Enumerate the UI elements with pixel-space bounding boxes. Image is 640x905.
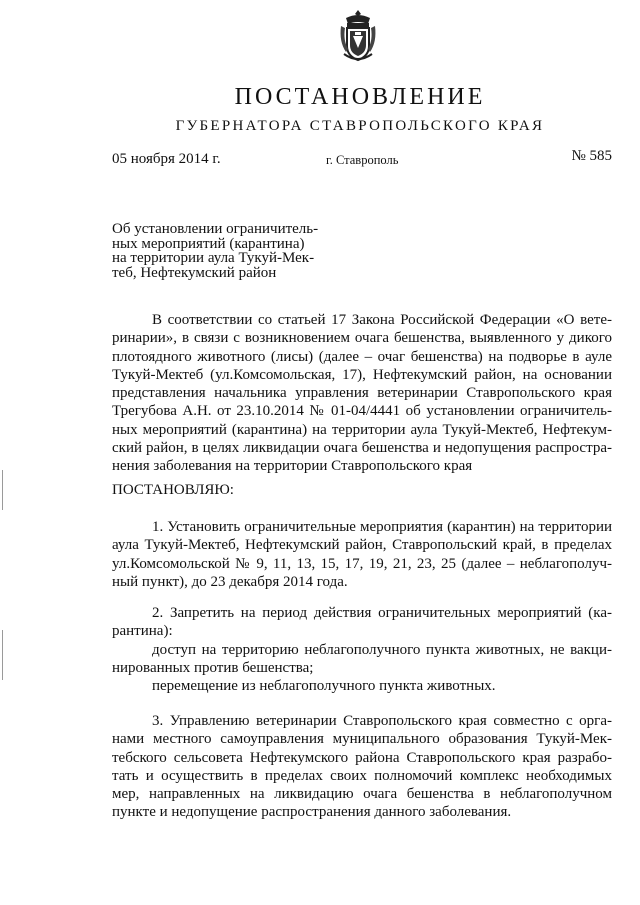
text-line: ский район, в целях ликвидации очага бешенства и недопущения распростра-: [112, 440, 612, 457]
document-date: 05 ноября 2014 г.: [112, 151, 221, 167]
text-line: представления начальника управления ветеринарии Ставропольского края: [112, 385, 612, 402]
document-subject: [112, 222, 342, 280]
text-line: 1. Установить ограничительные мероприятия (карантин) на территории: [152, 519, 612, 535]
preamble-paragraph: [112, 311, 612, 476]
text-line: тать и осуществить в пределах своих полномочий комплекс необходимых: [112, 767, 612, 784]
subject-line: Об установлении ограничитель-: [112, 221, 319, 237]
issuer-title: ГУБЕРНАТОРА СТАВРОПОЛЬСКОГО КРАЯ: [175, 118, 545, 134]
text-line: доступ на территорию неблагополучного пункта животных, не вакци-: [152, 641, 612, 658]
text-line: нения заболевания на территории Ставропольского края: [112, 458, 473, 475]
subject-line: на территории аула Тукуй-Мек-: [112, 250, 315, 266]
text-line: пункте и недопущение распространения данного заболевания.: [112, 804, 512, 821]
text-line: ных мероприятий (карантина) на территории аула Тукуй-Мектеб, Нефтекум-: [112, 421, 612, 438]
text-line: мер, направленных на ликвидацию очага бешенства в неблагополучном: [112, 786, 612, 803]
text-line: ул.Комсомольской № 9, 11, 13, 15, 17, 19, 21, 23, 25 (далее – неблагополуч-: [112, 555, 612, 572]
scan-margin-mark: [2, 470, 3, 510]
subject-line: теб, Нефтекумский район: [112, 264, 277, 281]
text-line: аула Тукуй-Мектеб, Нефтекумский район, Ставропольский край, в пределах: [112, 537, 612, 554]
clause-2: [112, 604, 612, 695]
coat-of-arms-emblem: [338, 8, 378, 66]
text-line: Тукуй-Мектеб (ул.Комсомольская, 17), Нефтекумский район, на основании: [112, 366, 612, 383]
text-line: ный пункт), до 23 декабря 2014 года.: [112, 573, 348, 590]
text-line: Трегубова А.Н. от 23.10.2014 № 01-04/4441 об установлении ограничитель-: [112, 403, 612, 420]
decree-heading: ПОСТАНОВЛЯЮ:: [112, 482, 234, 498]
document-type-title: ПОСТАНОВЛЕНИЕ: [234, 84, 486, 110]
text-line: рантина):: [112, 623, 173, 640]
clause-3: [112, 712, 612, 822]
clause-1: [112, 518, 612, 591]
text-line: плотоядного животного (лисы) (далее – очаг бешенства) на подворье в ауле: [112, 348, 612, 365]
text-line: 3. Управлению ветеринарии Ставропольского края совместно с орга-: [152, 713, 612, 729]
text-line: В соответствии со статьей 17 Закона Российской Федерации «О вете-: [152, 312, 612, 328]
document-number: № 585: [571, 148, 612, 164]
scan-margin-mark: [2, 630, 3, 680]
document-city: г. Ставрополь: [326, 153, 399, 167]
text-line: ринарии», в связи с возникновением очага бешенства, выявленного у дикого: [112, 330, 612, 347]
text-line: тебского сельсовета Нефтекумского района Ставропольского края разрабо-: [112, 749, 612, 766]
text-line: нированных против бешенства;: [112, 659, 314, 676]
text-line: перемещение из неблагополучного пункта животных.: [152, 678, 496, 695]
subject-line: ных мероприятий (карантина): [112, 235, 305, 252]
text-line: нами местного самоуправления муниципального образования Тукуй-Мек-: [112, 731, 612, 748]
text-line: 2. Запретить на период действия ограничительных мероприятий (ка-: [152, 605, 612, 621]
